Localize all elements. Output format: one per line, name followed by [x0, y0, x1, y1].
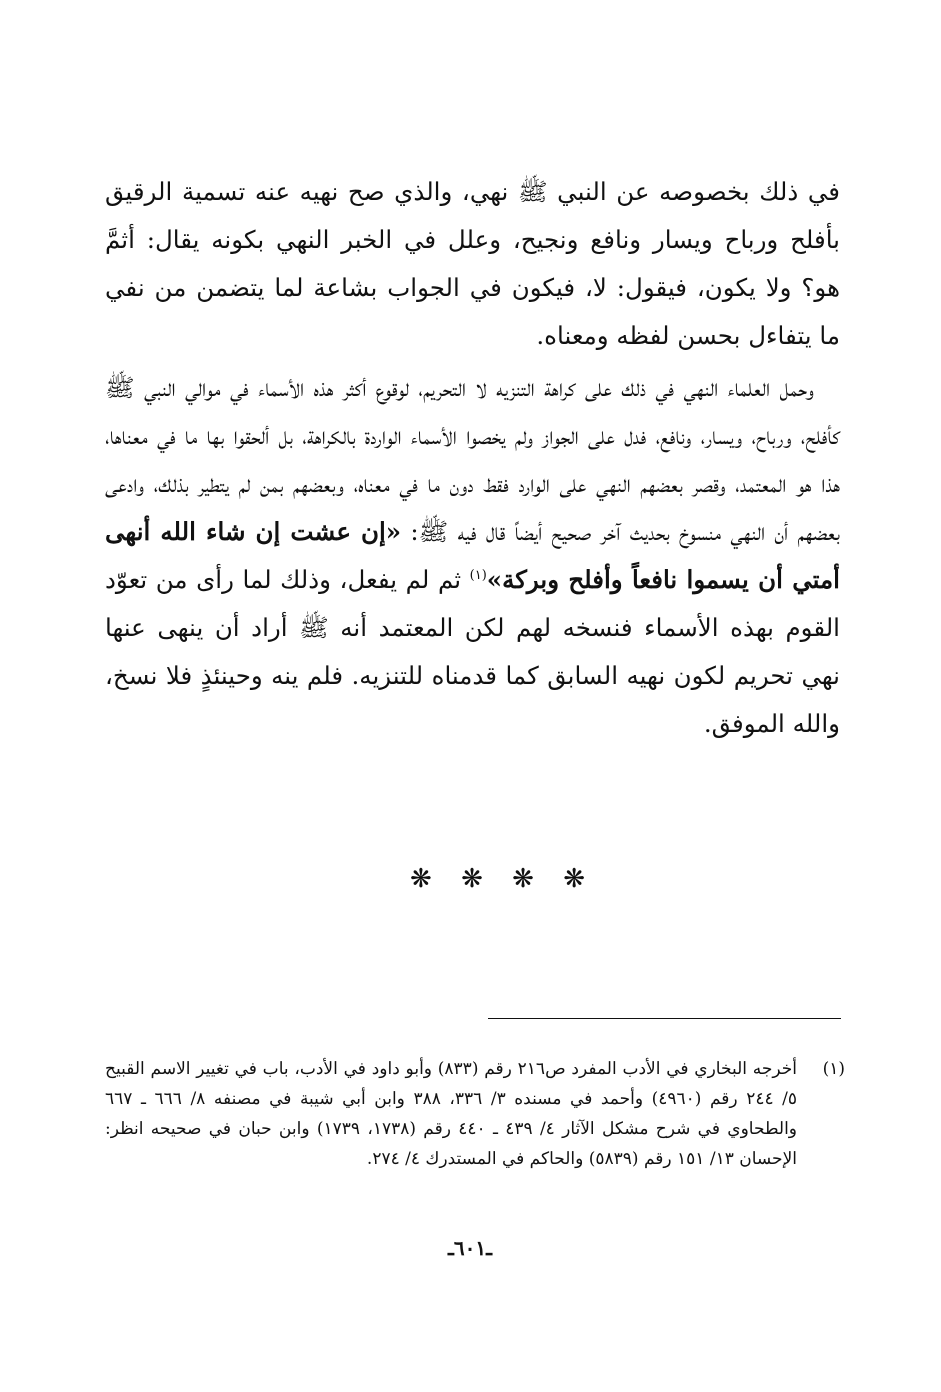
section-separator — [410, 862, 585, 896]
paragraph-1: في ذلك بخصوصه عن النبي ﷺ نهي، والذي صح نهيه عنه تسمية الرقيق بأفلح ورباح ويسار ونافع ونجيح، وعلل في الخبر النهي بكونه يقال: أثمَّ هو؟ ولا يكون، فيقول: لا، فيكون في الجواب بشاعة لما يتضمن من نفي ما يتفاءل بحسن لفظه ومعناه. — [105, 177, 840, 350]
footnote-number: (١) — [822, 1059, 845, 1079]
page-number: ـ٦٠١ـ — [448, 1236, 492, 1260]
footnote-row — [105, 1054, 845, 1174]
footnote-divider — [488, 1018, 841, 1019]
paragraph-2 — [105, 364, 840, 748]
hadith-quote: «إن عشت إن شاء الله أنهى أمتي أن يسموا نافعاً وأفلح وبركة» — [105, 517, 840, 594]
asterisk-icon: ❋ — [461, 864, 483, 894]
footnote-text: أخرجه البخاري في الأدب المفرد ص٢١٦ رقم (٨٣٣) وأبو داود في الأدب، باب في تغيير الاسم القبيح ٥/ ٢٤٤ رقم (٤٩٦٠) وأحمد في مسنده ٣/ ٣٣٦، ٣٨٨ وابن أبي شيبة في مصنفه ٨/ ٦٦٦ ـ ٦٦٧ والطحاوي في شرح مشكل الآثار ٤/ ٤٣٩ ـ ٤٤٠ رقم (١٧٣٨، ١٧٣٩) وابن حبان في صحيحه انظر: الإحسان ١٣/ ١٥١ رقم (٥٨٣٩) والحاكم في المستدرك ٤/ ٢٧٤. — [105, 1059, 798, 1169]
asterisk-icon: ❋ — [410, 864, 432, 894]
paragraph-2-text: وحمل العلماء النهي في ذلك على كراهة التنزيه لا التحريم، لوقوع أكثر هذه الأسماء في موالي النبي ﷺ كأفلح، ورباح، ويسار، ونافع، فدل على الجواز ولم يخصوا الأسماء الواردة بالكراهة، بل ألحقوا بها ما في معناها، هذا هو المعتمد، وقصر بعضهم النهي على الوارد فقط دون ما في معناه، وبعضهم بمن لم يتطير بذلك، وادعى بعضهم أن النهي منسوخ بحديث آخر صحيح أيضاً قال فيه ﷺ: — [105, 373, 840, 546]
footnote — [105, 1054, 845, 1174]
asterisk-icon: ❋ — [512, 864, 534, 894]
asterisk-icon: ❋ — [563, 864, 585, 894]
paragraph-2-continuation: ثم لم يفعل، وذلك لما رأى من تعوّد القوم بهذه الأسماء فنسخه لهم لكن المعتمد أنه ﷺ أراد أن ينهى عنها نهي تحريم لكون نهيه السابق كما قدمناه للتنزيه. فلم ينه وحينئذٍ فلا نسخ، والله الموفق. — [105, 565, 840, 738]
main-text — [105, 168, 840, 748]
footnote-reference[interactable]: (١) — [469, 567, 487, 583]
